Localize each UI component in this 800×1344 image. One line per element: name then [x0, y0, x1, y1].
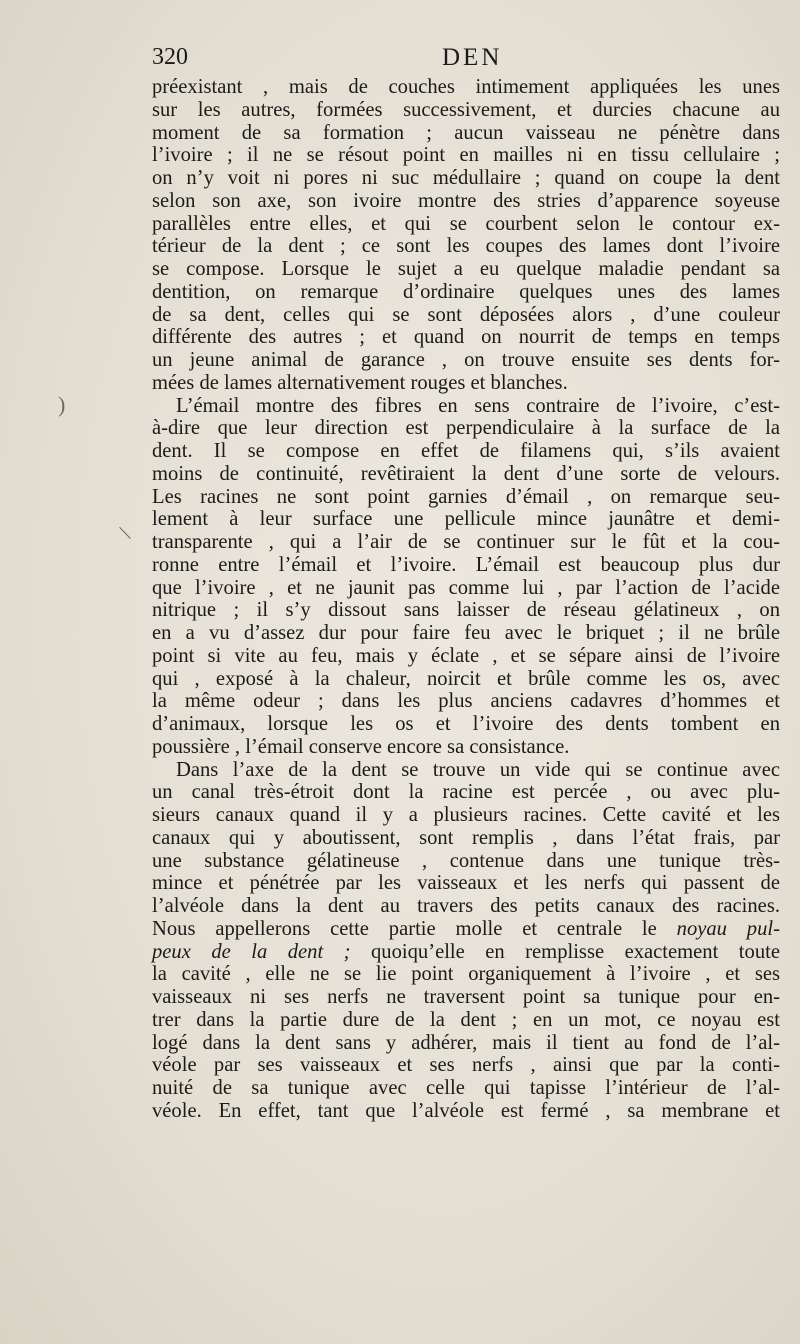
- text-line: poussière , l’émail conserve encore sa consistance.: [152, 735, 570, 758]
- text-line: Dans l’axe de la dent se trouve un vide qui se continue avec: [176, 758, 780, 781]
- text-line: un canal très-étroit dont la racine est percée , ou avec plu-: [152, 781, 780, 804]
- text-line: on n’y voit ni pores ni suc médullaire ; quand on coupe la dent: [152, 167, 780, 189]
- margin-mark: \: [116, 519, 133, 546]
- page-header: [152, 44, 782, 78]
- text-line: de sa dent, celles qui se sont déposées alors , d’une couleur: [152, 303, 780, 326]
- text-line: nuité de sa tunique avec celle qui tapisse l’intérieur de l’al-: [152, 1077, 780, 1099]
- text-line: selon son axe, son ivoire montre des stries d’apparence soyeuse: [152, 189, 780, 212]
- text-line: véole. En effet, tant que l’alvéole est fermé , sa membrane et: [152, 1099, 780, 1122]
- text-line: dent. Il se compose en effet de filamens qui, s’ils avaient: [152, 440, 780, 462]
- text-line: d’animaux, lorsque les os et l’ivoire des dents tombent en: [152, 713, 780, 735]
- text-line: une substance gélatineuse , contenue dans une tunique très-: [152, 849, 780, 872]
- text-line: sur les autres, formées successivement, et durcies chacune au: [152, 98, 780, 121]
- text-segment: Nous appellerons cette partie molle et centrale le: [152, 917, 657, 940]
- text-line: à-dire que leur direction est perpendiculaire à la surface de la: [152, 417, 780, 440]
- text-line: dentition, on remarque d’ordinaire quelques unes des lames: [152, 280, 780, 303]
- text-line: différente des autres ; et quand on nourrit de temps en temps: [152, 326, 780, 349]
- text-line: la cavité , elle ne se lie point organiquement à l’ivoire , et ses: [152, 963, 780, 986]
- text-line: mince et pénétrée par les vaisseaux et les nerfs qui passent de: [152, 872, 780, 895]
- text-line: préexistant , mais de couches intimement appliquées les unes: [152, 76, 780, 98]
- text-line: sieurs canaux quand il y a plusieurs racines. Cette cavité et les: [152, 804, 780, 826]
- text-line: lement à leur surface une pellicule mince jaunâtre et demi-: [152, 508, 780, 531]
- page-number: 320: [152, 44, 188, 70]
- text-line: mées de lames alternativement rouges et blanches.: [152, 371, 568, 394]
- text-line: vaisseaux ni ses nerfs ne traversent point sa tunique pour en-: [152, 986, 780, 1008]
- italic-term: noyau pul-: [676, 917, 780, 940]
- margin-mark: ): [58, 392, 66, 417]
- text-line: ronne entre l’émail et l’ivoire. L’émail est beaucoup plus dur: [152, 553, 780, 576]
- text-line: térieur de la dent ; ce sont les coupes des lames dont l’ivoire: [152, 235, 780, 258]
- text-line: [152, 918, 780, 941]
- text-line: parallèles entre elles, et qui se courbent selon le contour ex-: [152, 212, 780, 235]
- text-line: moins de continuité, revêtiraient la dent d’une sorte de velours.: [152, 462, 780, 485]
- text-line: logé dans la dent sans y adhérer, mais il tient au fond de l’al-: [152, 1031, 780, 1054]
- text-line: transparente , qui a l’air de se continuer sur le fût et la cou-: [152, 531, 780, 553]
- italic-term: peux de la dent ;: [152, 940, 351, 963]
- text-line: se compose. Lorsque le sujet a eu quelque maladie pendant sa: [152, 258, 780, 280]
- text-line: moment de sa formation ; aucun vaisseau ne pénètre dans: [152, 121, 780, 144]
- text-line: la même odeur ; dans les plus anciens cadavres d’hommes et: [152, 690, 780, 713]
- text-line: en a vu d’assez dur pour faire feu avec le briquet ; il ne brûle: [152, 622, 780, 644]
- text-line: [152, 941, 780, 964]
- text-line: un jeune animal de garance , on trouve ensuite ses dents for-: [152, 349, 780, 371]
- text-line: que l’ivoire , et ne jaunit pas comme lui , par l’action de l’acide: [152, 576, 780, 599]
- text-line: qui , exposé à la chaleur, noircit et brûle comme les os, avec: [152, 667, 780, 690]
- text-line: trer dans la partie dure de la dent ; en un mot, ce noyau est: [152, 1008, 780, 1031]
- text-line: canaux qui y aboutissent, sont remplis , dans l’état frais, par: [152, 826, 780, 849]
- text-segment: quoiqu’elle en remplisse exactement toute: [350, 940, 780, 963]
- text-line: Les racines ne sont point garnies d’émail , on remarque seu-: [152, 485, 780, 508]
- text-line: point si vite au feu, mais y éclate , et se sépare ainsi de l’ivoire: [152, 644, 780, 667]
- running-head: DEN: [442, 44, 503, 71]
- body-text: [152, 76, 780, 1123]
- text-line: l’alvéole dans la dent au travers des petits canaux des racines.: [152, 895, 780, 917]
- text-line: l’ivoire ; il ne se résout point en mailles ni en tissu cellulaire ;: [152, 144, 780, 167]
- text-line: nitrique ; il s’y dissout sans laisser de réseau gélatineux , on: [152, 599, 780, 622]
- text-line: véole par ses vaisseaux et ses nerfs , ainsi que par la conti-: [152, 1054, 780, 1077]
- text-line: L’émail montre des fibres en sens contraire de l’ivoire, c’est-: [176, 394, 780, 417]
